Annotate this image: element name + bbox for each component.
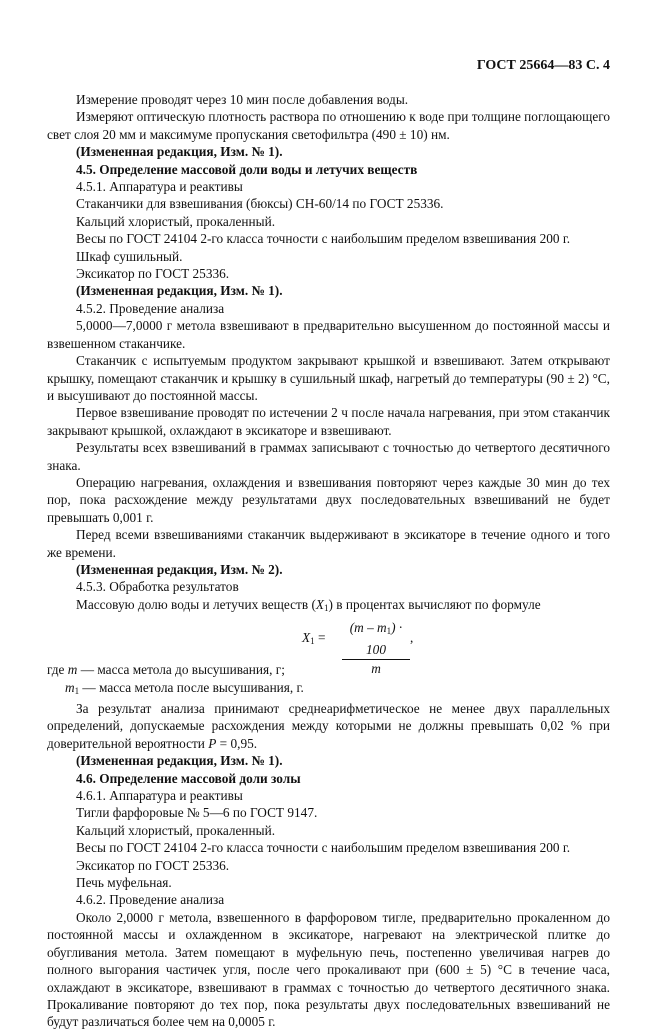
formula-lhs: [302, 629, 325, 650]
text: Массовую долю воды и летучих веществ (: [76, 596, 316, 612]
paragraph: 5,0000—7,0000 г метола взвешивают в предварительно высушенном до постоянной массы и взвешенном стаканчике.: [47, 318, 610, 351]
paragraph: Стаканчик с испытуемым продуктом закрывают крышкой и взвешивают. Затем открывают крышку, помещают стаканчик и крышку в сушильный шкаф, нагретый до температуры (90 ± 2) °С, и высушивают до постоянной массы.: [47, 353, 610, 403]
formula-comma: ,: [410, 630, 414, 646]
text: За результат анализа принимают среднеарифметическое не менее двух параллельных определений, допускаемые расхождения между которыми не должны превышать 0,02 % при доверительной вероятности: [47, 701, 610, 751]
revision-note: (Измененная редакция, Изм. № 1).: [76, 283, 283, 299]
subscript: 1: [386, 626, 392, 637]
subsection-heading-4-6-2: 4.6.2. Проведение анализа: [76, 892, 225, 908]
paragraph: Измерение проводят через 10 мин после добавления воды.: [76, 92, 409, 107]
text: ) · 100: [366, 620, 403, 657]
document-body: [47, 91, 610, 1031]
text: ) в процентах вычисляют по формуле: [328, 596, 541, 612]
paragraph: Измеряют оптическую плотность раствора по отношению к воде при толщине поглощающего свет слоя 20 мм и максимуме пропускания светофильтра (490 ± 10) нм.: [47, 109, 610, 142]
subscript: 1: [310, 636, 315, 647]
equipment-item: Весы по ГОСТ 24104 2-го класса точности с наибольшим пределом взвешивания 200 г.: [76, 840, 571, 856]
variable: X: [315, 596, 324, 612]
equipment-item: Кальций хлористый, прокаленный.: [76, 213, 276, 229]
revision-note: (Измененная редакция, Изм. № 1).: [76, 753, 283, 769]
revision-note: (Измененная редакция, Изм. № 1).: [76, 144, 283, 160]
text: = 0,95.: [216, 735, 258, 751]
revision-note: (Измененная редакция, Изм. № 2).: [76, 561, 283, 577]
text: — масса метола после высушивания, г.: [79, 679, 304, 695]
equipment-item: Эксикатор по ГОСТ 25336.: [76, 266, 230, 282]
equipment-item: Печь муфельная.: [76, 875, 172, 891]
subscript: 1: [324, 602, 329, 613]
variable: X: [302, 630, 311, 646]
paragraph: Результаты всех взвешиваний в граммах записывают с точностью до четвертого десятичного знака.: [47, 440, 610, 473]
where-line: [47, 679, 610, 700]
section-heading-4-6: 4.6. Определение массовой доли золы: [76, 770, 301, 786]
subscript: 1: [74, 685, 80, 696]
paragraph: [47, 700, 610, 752]
equipment-item: Тигли фарфоровые № 5—6 по ГОСТ 9147.: [76, 805, 318, 821]
text: где: [47, 662, 68, 678]
numerator: [342, 619, 410, 660]
section-heading-4-5: 4.5. Определение массовой доли воды и летучих веществ: [76, 161, 418, 177]
equipment-item: Кальций хлористый, прокаленный.: [76, 822, 276, 838]
subsection-heading-4-5-3: 4.5.3. Обработка результатов: [76, 579, 239, 595]
variable: m: [65, 679, 75, 695]
equipment-item: Стаканчики для взвешивания (бюксы) СН-60/14 по ГОСТ 25336.: [76, 196, 444, 212]
subsection-heading-4-5-1: 4.5.1. Аппаратура и реактивы: [76, 179, 243, 195]
variable: P: [208, 735, 217, 751]
paragraph: Первое взвешивание проводят по истечении 2 ч после начала нагревания, при этом стаканчик закрывают крышкой, охлаждают в эксикаторе и взвешивают.: [47, 405, 610, 438]
equipment-item: Эксикатор по ГОСТ 25336.: [76, 857, 230, 873]
paragraph: Около 2,0000 г метола, взвешенного в фарфоровом тигле, предварительно прокаленном до постоянной массы и охлажденном в эксикаторе, нагревают на электрической плитке до обугливания метола. Затем помещают в муфельную печь, постепенно увеличивая нагрев до полного выгорания частичек угля, после чего прокаливают при (600 ± 5) °С в течение часа, охлаждают в эксикаторе, взвешивают в граммах с точностью до четвертого десятичного знака. Прокаливание повторяют до тех пор, пока результаты двух последовательных взвешиваний не будут различаться более чем на 0,0005 г.: [47, 909, 610, 1030]
equals: =: [314, 630, 326, 646]
subsection-heading-4-5-2: 4.5.2. Проведение анализа: [76, 300, 225, 316]
equipment-item: Шкаф сушильный.: [76, 248, 183, 264]
paragraph: Перед всеми взвешиваниями стаканчик выдерживают в эксикаторе в течение одного и того же времени.: [47, 527, 610, 560]
denominator: m: [371, 661, 381, 676]
text: — масса метола до высушивания, г;: [77, 662, 285, 678]
subsection-heading-4-6-1: 4.6.1. Аппаратура и реактивы: [76, 788, 243, 804]
variable: m: [67, 662, 78, 678]
text: (m – m: [349, 620, 387, 636]
where-line: [47, 661, 610, 678]
equipment-item: Весы по ГОСТ 24104 2-го класса точности с наибольшим пределом взвешивания 200 г.: [76, 231, 571, 247]
page-header: ГОСТ 25664—83 С. 4: [476, 58, 610, 73]
formula-fraction: [342, 619, 410, 677]
paragraph: [47, 596, 610, 617]
paragraph: Операцию нагревания, охлаждения и взвешивания повторяют через каждые 30 мин до тех пор, пока расхождение между результатами двух последовательных взвешиваний не будет превышать 0,001 г.: [47, 474, 610, 525]
